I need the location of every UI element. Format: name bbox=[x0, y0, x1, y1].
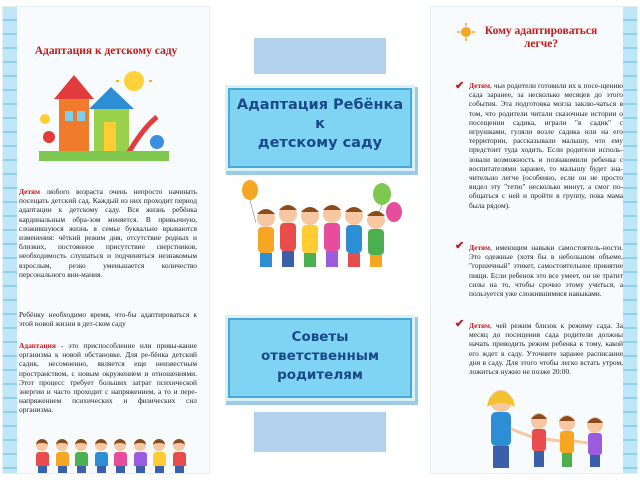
bottom-blue-tab bbox=[254, 412, 386, 452]
brochure-title-box bbox=[228, 88, 412, 168]
left-panel bbox=[2, 6, 210, 474]
children-row-left bbox=[33, 437, 189, 473]
right-item3-text: , чей режим близок к режиму сада. За месяц до посещения сада родители должны начать приводить режим ребенка к тому, какой его ждет в саду. Уточните заранее расписание дня в саду. Для этого чтобы легко встать утром, ложиться нужно не позже 20:00. bbox=[469, 321, 623, 377]
left-para3-lead: Адаптация bbox=[19, 341, 56, 350]
left-para1-text: любого возраста очень непросто начинать посещать детский сад. Каждый из них проходит период адаптации к детскому саду. Вся жизнь ребёнка кардинальным обра-зом меняется. В привычную, сложившуюся жизнь в семье буквально врываются изменения: чёткий режим дня, отсутствие родных и близких, постоянное присутствие сверстников, необходимость слушаться и подчиняться незнакомым взрослым, резко уменьшается количество персонального вни-мания. bbox=[19, 187, 197, 279]
right-item3-lead: Детям bbox=[469, 321, 491, 330]
right-heading bbox=[445, 25, 637, 51]
right-item2-lead: Детям bbox=[469, 243, 491, 252]
right-panel bbox=[430, 6, 638, 474]
playground-svg bbox=[39, 67, 169, 167]
family-illustration bbox=[471, 385, 621, 474]
advice-box bbox=[228, 318, 412, 398]
right-item1-text: , чьи родители готовили их к посе-щению сада заранее, за несколько месяцев до этого события. Эта подготовка могла заклю-чаться в том, что родители читали сказочные истории о посещении садика, играли "в садик" с игрушками, гуляли возле садика или на его территории, рассказывали малышу, что ему предстоит туда ходить. Если родители исполь-зовали возможность и познакомили ребенка с воспитателями заранее, то малышу будет зна-чительно легче (особенно, если он не просто видел эту "тетю" несколько минут, а смог по-общаться с ней и пройти в группу, пока мама была рядом). bbox=[469, 81, 623, 210]
advice-line-2: ответственным bbox=[260, 348, 380, 364]
advice-line-3: родителям bbox=[277, 367, 363, 383]
child-figure bbox=[36, 439, 49, 473]
advice-line-1: Советы bbox=[291, 329, 349, 345]
right-item-1 bbox=[469, 81, 623, 210]
decorative-border-right bbox=[623, 7, 637, 473]
left-para1-lead: Детям bbox=[19, 187, 41, 196]
left-heading: Адаптация к детскому саду bbox=[34, 45, 178, 57]
child-figure bbox=[114, 439, 127, 473]
decorative-border-left bbox=[3, 7, 17, 473]
child-figure bbox=[95, 439, 108, 473]
right-item-3 bbox=[469, 321, 623, 376]
playground-illustration bbox=[39, 67, 169, 167]
title-line-1: Адаптация Ребёнка bbox=[236, 97, 404, 113]
left-para2-text: Ребёнку необходимо время, что-бы адаптироваться к этой новой жизни в дет-ском саду bbox=[19, 310, 197, 329]
checkmark-icon: ✔ bbox=[455, 240, 465, 252]
right-item-2 bbox=[469, 243, 623, 298]
left-paragraph-2 bbox=[19, 310, 197, 328]
title-line-2: к bbox=[315, 116, 325, 132]
title-line-3: детскому саду bbox=[257, 135, 383, 151]
checkmark-icon: ✔ bbox=[455, 318, 465, 330]
child-figure bbox=[134, 439, 147, 473]
child-figure bbox=[56, 439, 69, 473]
children-balloons-illustration bbox=[232, 178, 412, 282]
checkmark-icon: ✔ bbox=[455, 80, 465, 92]
child-figure bbox=[75, 439, 88, 473]
child-figure bbox=[153, 439, 166, 473]
right-item1-lead: Детям bbox=[469, 81, 491, 90]
children-balloons-svg bbox=[232, 178, 412, 282]
left-paragraph-3 bbox=[19, 341, 197, 415]
left-paragraph-1 bbox=[19, 187, 197, 279]
right-heading-line-1: Кому адаптироваться bbox=[484, 25, 598, 37]
family-svg bbox=[471, 385, 621, 474]
right-heading-line-2: легче? bbox=[523, 38, 559, 50]
top-blue-tab bbox=[254, 38, 386, 74]
middle-panel bbox=[214, 6, 426, 474]
child-figure bbox=[173, 439, 186, 473]
right-item2-text: , имеющим навыки самостоятель-ности. Это одежные (хотя бы в небольшом объеме, "горшечный" этикет, самостоятельное принятие пищи. Если ребенок это все умеет, он не тратит силы на то, чтобы срочно этому учиться, а пользуется уже сложившимися навыками. bbox=[469, 243, 623, 299]
left-para3-text: - это приспособление или привы-кание организма к новой обстановке. Для ре-бёнка детский садик, несомненно, является еще неизвестным пространством, с новым окружением и отношениями. Этот процесс требует больших затрат психической энергии и часто проходит с напряжением, а то и пере-напряжением психических и физических сил организма. bbox=[19, 341, 197, 415]
